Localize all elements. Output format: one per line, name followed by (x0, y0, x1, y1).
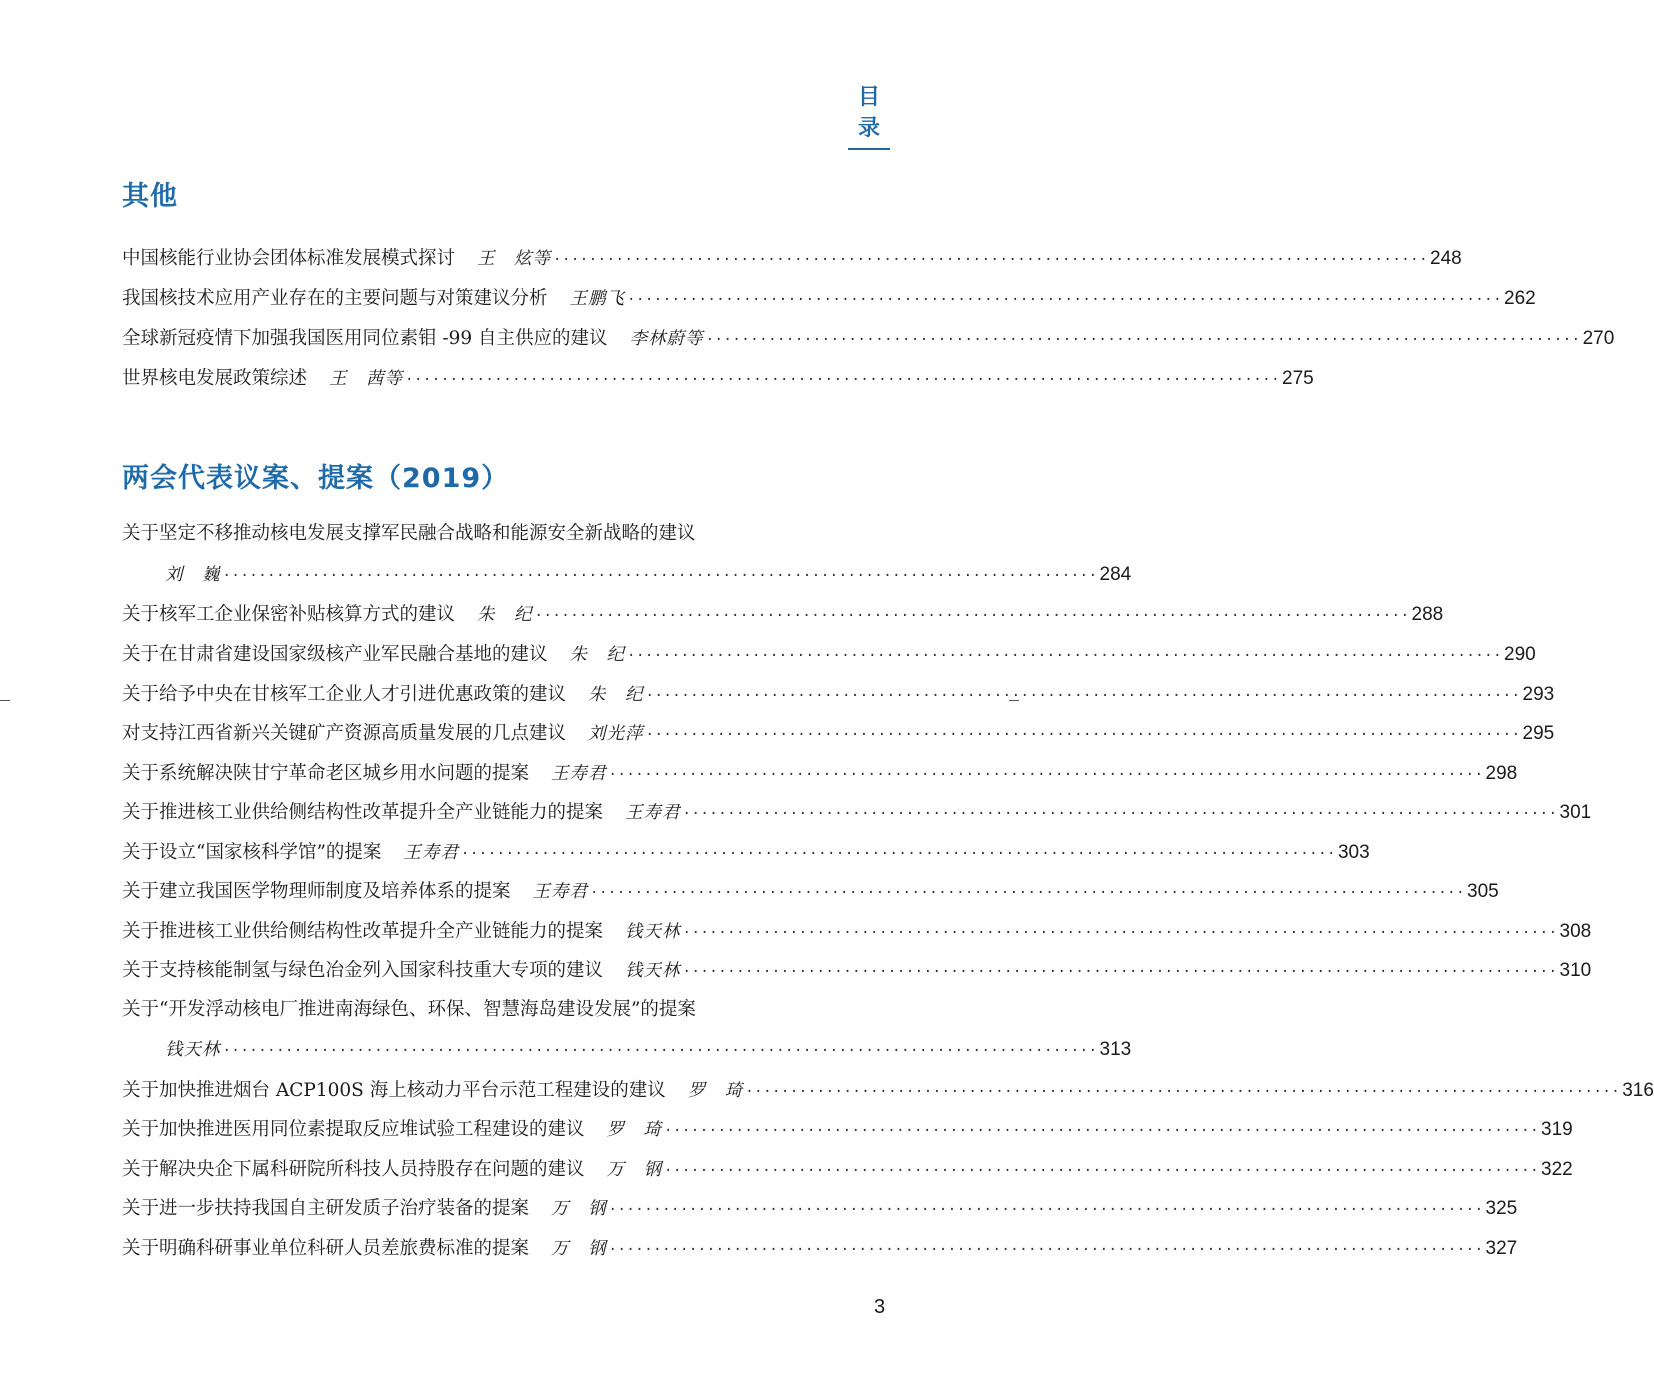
dot-leader: ·································································································· (664, 1123, 1540, 1139)
entry-page: 293 (1522, 684, 1555, 705)
entry-title: 关于核军工企业保密补贴核算方式的建议 (122, 604, 456, 625)
dot-leader: ·································································································· (590, 885, 1466, 901)
toc-entry[interactable] (122, 1234, 1518, 1260)
entry-author: 钱天林 (625, 961, 681, 981)
entry-author: 钱天林 (165, 1040, 221, 1060)
dot-leader: ·································································································· (608, 767, 1484, 783)
crop-mark-left (0, 700, 10, 701)
entry-page: 319 (1541, 1119, 1573, 1140)
entry-page: 248 (1430, 248, 1462, 269)
entry-page: 313 (1099, 1039, 1132, 1060)
dot-leader: ·································································································· (645, 688, 1521, 704)
entry-author: 钱天林 (625, 922, 681, 942)
entry-page: 262 (1504, 288, 1536, 309)
entry-title: 关于设立“国家核科学馆”的提案 (122, 842, 382, 863)
dot-leader: ·································································································· (627, 648, 1503, 664)
toc-entry[interactable] (122, 719, 1555, 745)
dot-leader: ·································································································· (627, 292, 1503, 308)
dot-leader: ·································································································· (608, 1202, 1484, 1218)
entry-title: 关于加快推进烟台 ACP100S 海上核动力平台示范工程建设的建议 (122, 1080, 666, 1101)
entry-title[interactable]: 关于“开发浮动核电厂推进南海绿色、环保、智慧海岛建设发展”的提案 (122, 999, 696, 1020)
entry-author: 朱 纪 (569, 645, 626, 665)
entry-title: 关于支持核能制氢与绿色冶金列入国家科技重大专项的建议 (122, 960, 604, 981)
entry-title: 关于系统解决陕甘宁革命老区城乡用水问题的提案 (122, 763, 530, 784)
dot-leader: ·································································································· (682, 925, 1558, 941)
entry-author: 刘光萍 (588, 724, 644, 744)
entry-title: 关于加快推进医用同位素提取反应堆试验工程建设的建议 (122, 1119, 585, 1140)
dot-leader: ·································································································· (682, 964, 1558, 980)
entry-author: 王 茜等 (329, 369, 404, 389)
page-number: 3 (874, 1296, 886, 1318)
entry-author: 万 钢 (551, 1239, 607, 1259)
entry-title: 关于建立我国医学物理师制度及培养体系的提案 (122, 881, 511, 902)
toc-entry[interactable] (122, 284, 1536, 310)
dot-leader: ·································································································· (405, 372, 1281, 388)
entry-page: 310 (1559, 960, 1592, 981)
toc-entry[interactable] (122, 877, 1499, 903)
dot-leader: ·································································································· (608, 1242, 1484, 1258)
entry-title: 关于进一步扶持我国自主研发质子治疗装备的提案 (122, 1198, 530, 1219)
entry-title: 关于给予中央在甘核军工企业人才引进优惠政策的建议 (122, 684, 567, 705)
entry-title: 关于推进核工业供给侧结构性改革提升全产业链能力的提案 (122, 921, 604, 942)
dot-leader: ·································································································· (682, 806, 1558, 822)
toc-entry[interactable] (122, 759, 1518, 785)
toc-entry[interactable] (165, 1036, 1132, 1062)
entry-author: 刘 巍 (165, 565, 221, 585)
toc-entry[interactable] (122, 917, 1592, 943)
dot-leader: ·································································································· (534, 608, 1410, 624)
entry-title: 关于推进核工业供给侧结构性改革提升全产业链能力的提案 (122, 802, 604, 823)
entry-title: 中国核能行业协会团体标准发展模式探讨 (122, 248, 456, 269)
entry-page: 301 (1559, 802, 1592, 823)
entry-title: 关于解决央企下属科研院所科技人员持股存在问题的建议 (122, 1159, 585, 1180)
entry-author: 李林蔚等 (629, 329, 704, 349)
entry-page: 270 (1582, 328, 1615, 349)
section-title-two-sessions: 两会代表议案、提案（2019） (122, 463, 510, 494)
entry-page: 288 (1411, 604, 1444, 625)
entry-page: 295 (1522, 723, 1555, 744)
toc-entry[interactable] (165, 561, 1132, 587)
entry-author: 万 钢 (551, 1199, 607, 1219)
dot-leader: ·································································································· (705, 332, 1581, 348)
entry-author: 王寿君 (403, 843, 459, 863)
entry-author: 万 钢 (606, 1160, 663, 1180)
entry-page: 290 (1504, 644, 1536, 665)
dot-leader: ·································································································· (222, 568, 1098, 584)
entry-title: 关于明确科研事业单位科研人员差旅费标准的提案 (122, 1238, 530, 1259)
entry-page: 308 (1559, 921, 1592, 942)
entry-author: 罗 琦 (606, 1120, 663, 1140)
entry-page: 305 (1467, 881, 1499, 902)
entry-author: 朱 纪 (477, 605, 533, 625)
toc-entry[interactable] (122, 244, 1462, 270)
entry-page: 303 (1337, 842, 1370, 863)
toc-entry[interactable] (122, 1115, 1573, 1141)
entry-page: 327 (1485, 1238, 1518, 1259)
entry-title: 全球新冠疫情下加强我国医用同位素钼 -99 自主供应的建议 (122, 328, 608, 349)
dot-leader: ·································································································· (222, 1043, 1098, 1059)
dot-leader: ·································································································· (645, 727, 1521, 743)
toc-entry[interactable] (122, 680, 1555, 706)
dot-leader: ·································································································· (553, 252, 1429, 268)
entry-author: 罗 琦 (687, 1081, 744, 1101)
toc-entry[interactable] (122, 956, 1592, 982)
toc-entry[interactable] (122, 324, 1615, 350)
entry-page: 325 (1485, 1198, 1518, 1219)
entry-title: 我国核技术应用产业存在的主要问题与对策建议分析 (122, 288, 548, 309)
toc-entry[interactable] (122, 838, 1370, 864)
toc-entry[interactable] (122, 364, 1314, 390)
toc-entry[interactable] (122, 600, 1444, 626)
dot-leader: ·································································································· (460, 846, 1336, 862)
toc-entry[interactable] (122, 1076, 1654, 1102)
entry-author: 王寿君 (551, 764, 607, 784)
entry-author: 朱 纪 (588, 685, 644, 705)
section-title-other: 其他 (122, 181, 178, 212)
entry-author: 王鹏飞 (569, 289, 626, 309)
toc-entry[interactable] (122, 640, 1536, 666)
entry-page: 275 (1282, 368, 1314, 389)
toc-entry[interactable] (122, 798, 1592, 824)
entry-author: 王寿君 (625, 803, 681, 823)
entry-title: 世界核电发展政策综述 (122, 368, 308, 389)
entry-title: 关于在甘肃省建设国家级核产业军民融合基地的建议 (122, 644, 548, 665)
entry-page: 298 (1485, 763, 1518, 784)
entry-author: 王 炫等 (477, 249, 552, 269)
entry-author: 王寿君 (532, 882, 589, 902)
toc-entry[interactable] (122, 1155, 1573, 1181)
entry-title[interactable]: 关于坚定不移推动核电发展支撑军民融合战略和能源安全新战略的建议 (122, 523, 696, 544)
toc-entry[interactable] (122, 1194, 1518, 1220)
entry-title: 对支持江西省新兴关键矿产资源高质量发展的几点建议 (122, 723, 567, 744)
dot-leader: ·································································································· (664, 1163, 1540, 1179)
toc-header-label: 目录 (848, 80, 890, 150)
entry-page: 284 (1099, 564, 1132, 585)
dot-leader: ·································································································· (745, 1084, 1621, 1100)
entry-page: 316 (1622, 1080, 1654, 1101)
entry-page: 322 (1541, 1159, 1573, 1180)
